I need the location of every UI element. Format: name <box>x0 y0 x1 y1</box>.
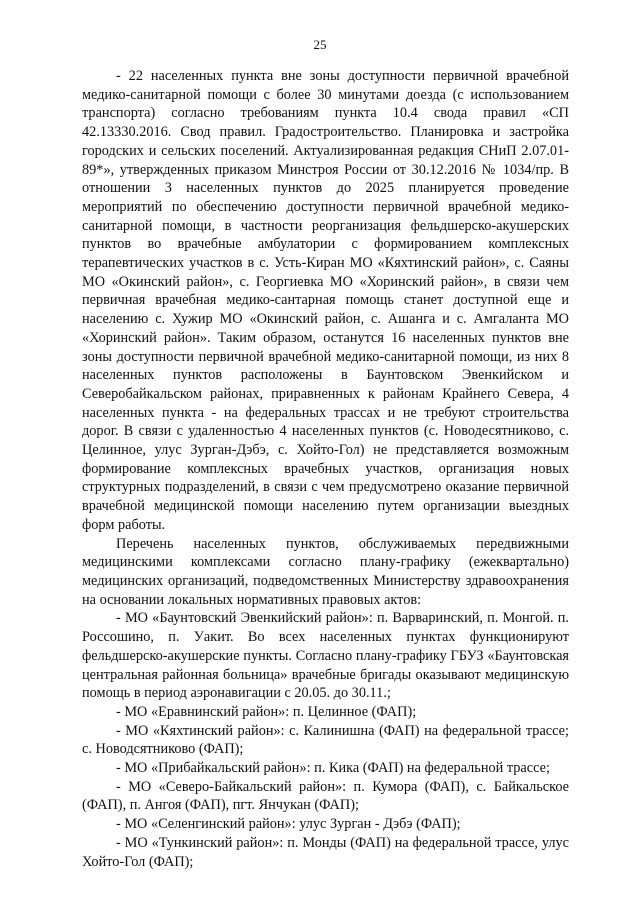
list-item-pribaikalsky: - МО «Прибайкальский район»: п. Кика (ФАП) на федеральной трассе; <box>116 760 550 777</box>
list-item-tunkinsky: - МО «Тункинский район»: п. Монды (ФАП) на федеральной трассе, улус Хойто-Гол (ФАП); <box>82 834 569 870</box>
paragraph-unreachable-settlements: - 22 населенных пункта вне зоны доступности первичной врачебной медико-санитарной помощи с более 30 минутами доезда (с использованием транспорта) согласно требованиям пункта 10.4 свода правил «СП 42.13330.2016. Свод правил. Градостроительство. Планировка и застройка городских и сельских поселений. Актуализированная редакция СНиП 2.07.01-89*», утвержденных приказом Минстроя России от 30.12.2016 № 1034/пр. В отношении 3 населенных пунктов до 2025 планируется проведение мероприятий по обеспечению доступности первичной врачебной медико-санитарной помощи, в частности реорганизация фельдшерско-акушерских пунктов во врачебные амбулатории с формированием комплексных терапевтических участков в с. Усть-Киран МО «Кяхтинский район», с. Саяны МО «Окинский район», с. Георгиевка МО «Хоринский район», в связи чем первичная врачебная медико-сантарная помощь станет доступной еще и населению с. Хужир МО «Окинский район, с. Ашанга и с. Амгаланта МО «Хоринский район». Таким образом, останутся 16 населенных пунктов вне зоны доступности первичной врачебной медико-санитарной помощи, из них 8 населенных пунктов расположены в Баунтовском Эвенкийском и Северобайкальском районах, приравненных к районам Крайнего Севера, 4 населенных пункта - на федеральных трассах и не требуют строительства дорог. В связи с удаленностью 4 населенных пунктов (с. Новодесятниково, с. Целинное, улус Зурган-Дэбэ, с. Хойто-Гол) не представляется возможным формирование комплексных врачебных участков, организация новых структурных подразделений, в связи с чем предусмотрено оказание первичной врачебной медицинской помощи населению путем организации выездных форм работы. <box>82 68 569 533</box>
list-item-kyakhtinsky: - МО «Кяхтинский район»: с. Калинишна (ФАП) на федеральной трассе; с. Новодсятниково (ФАП); <box>82 722 569 758</box>
page-number: 25 <box>313 37 327 52</box>
list-item-bauntovsky: - МО «Баунтовский Эвенкийский район»: п. Варваринский, п. Монгой. п. Россошино, п. Уакит. Во всех населенных пунктах функционируют фельдшерско-акушерские пункты. Согласно плану-графику ГБУЗ «Баунтовская центральная районная больница» врачебные бригады оказывают медицинскую помощь в период аэронавигации с 20.05. до 30.11.; <box>82 610 569 702</box>
paragraph-mobile-complexes-intro: Перечень населенных пунктов, обслуживаемых передвижными медицинскими комплексами согласно плану-графику (ежеквартально) медицинских организаций, подведомственных Министерству здравоохранения на основании локальных нормативных правовых актов: <box>82 535 569 608</box>
document-body <box>82 67 569 871</box>
list-item-selenginsky: - МО «Селенгинский район»: улус Зурган - Дэбэ (ФАП); <box>116 816 461 833</box>
list-item-severo-baikalsky: - МО «Северо-Байкальский район»: п. Кумора (ФАП), с. Байкальское (ФАП), п. Ангоя (ФАП), пгт. Янчукан (ФАП); <box>82 778 569 814</box>
list-item-eravninsky: - МО «Еравнинский район»: п. Целинное (ФАП); <box>116 703 417 720</box>
